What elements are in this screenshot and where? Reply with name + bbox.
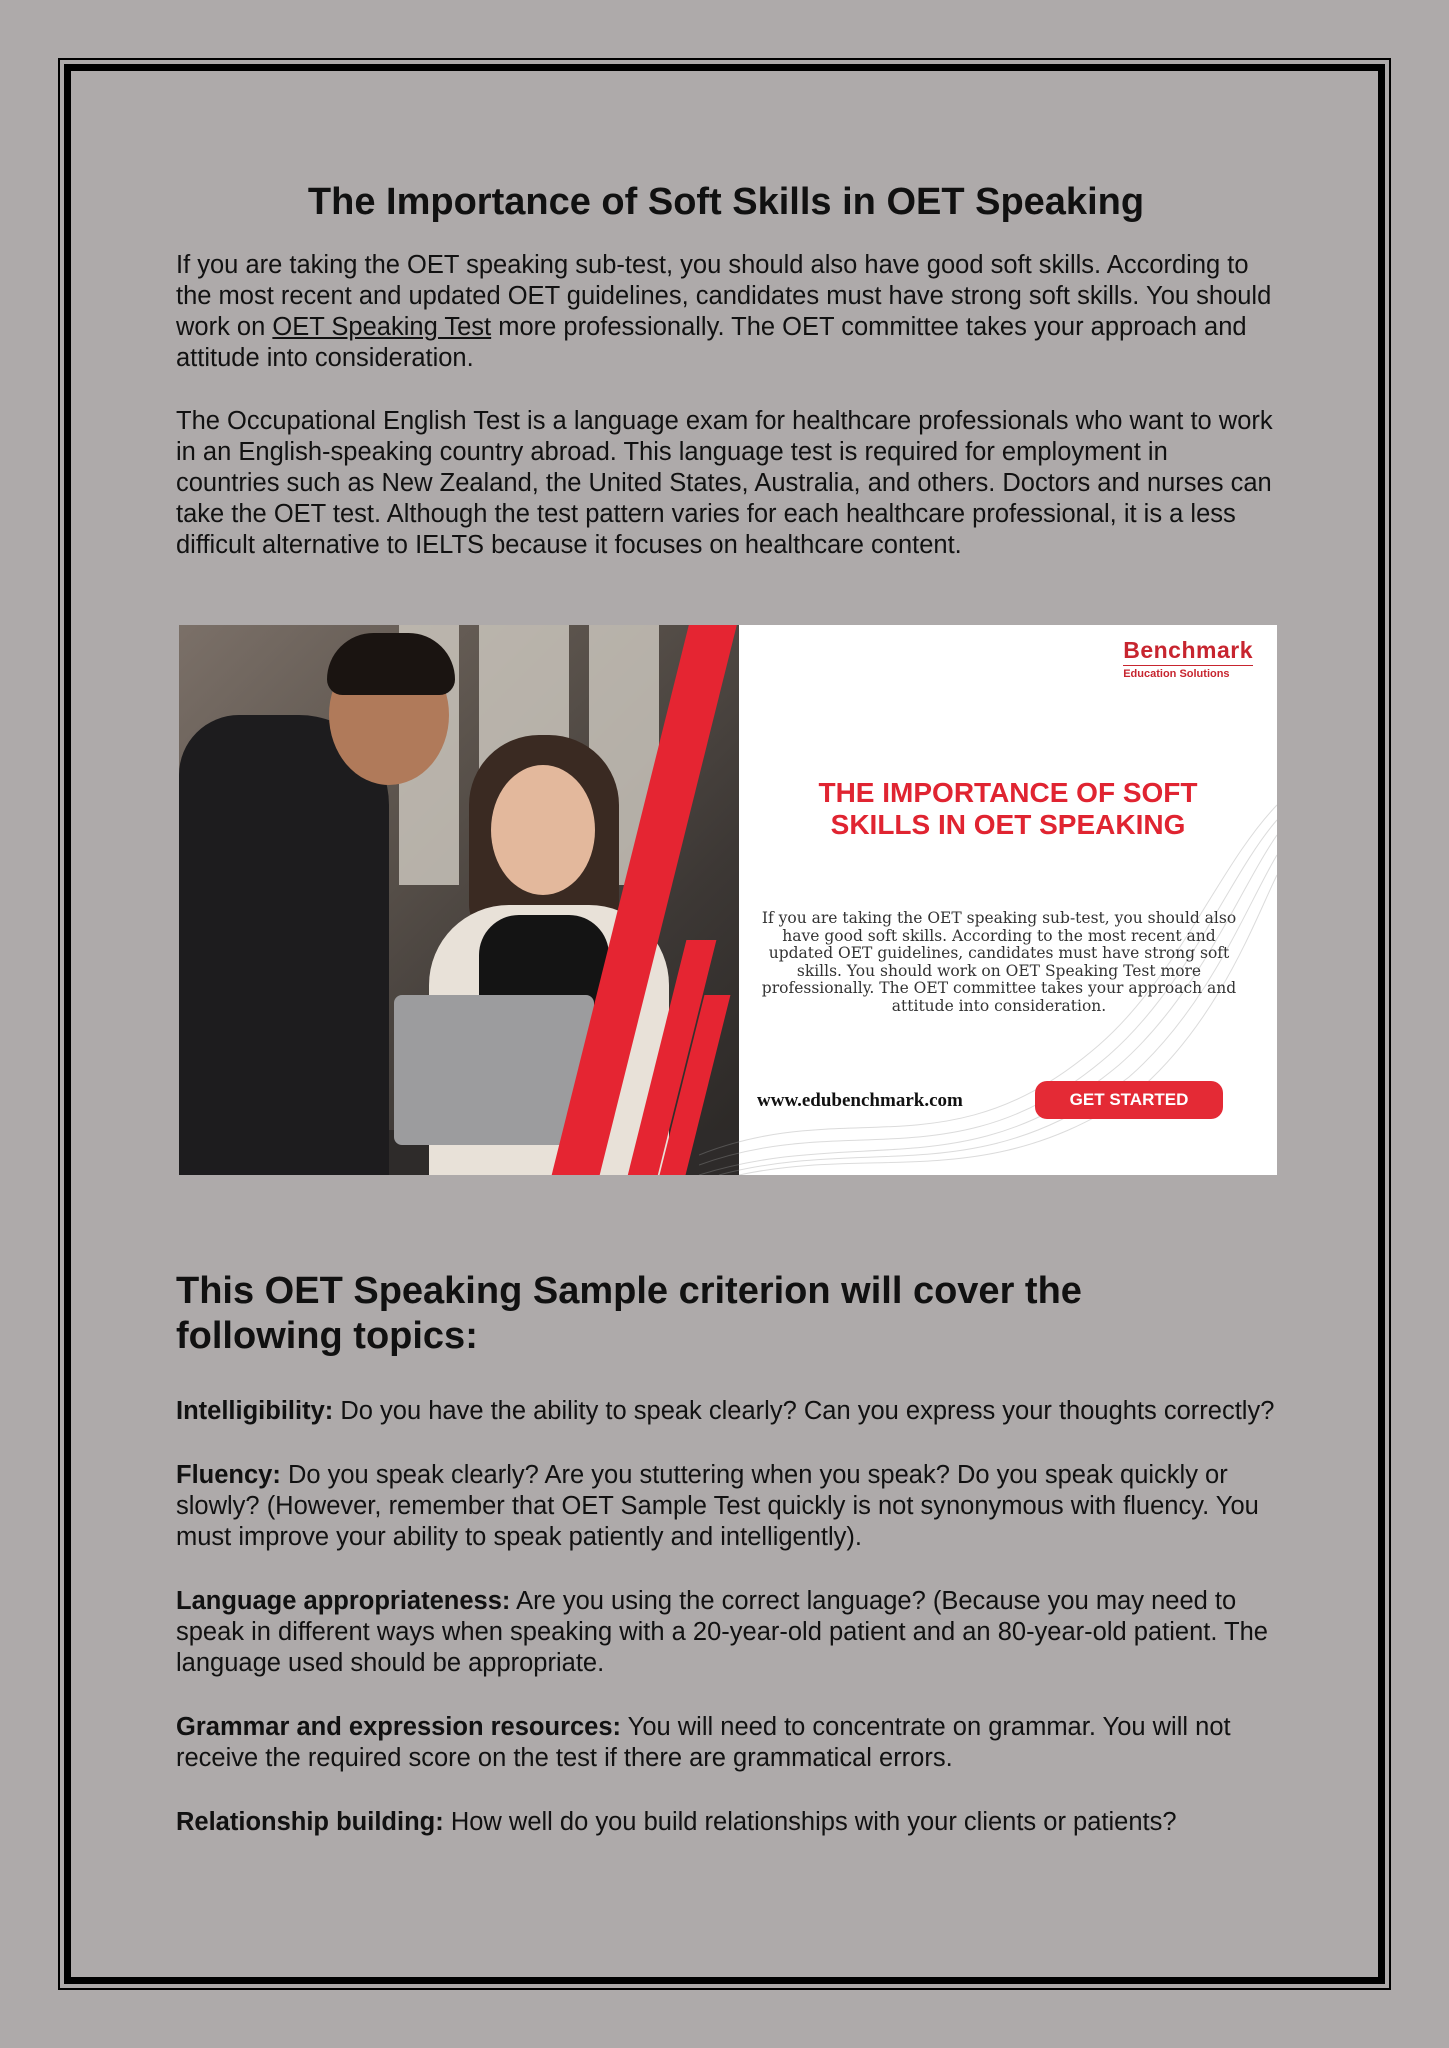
topic-language-appropriateness — [176, 1586, 1276, 1679]
photo-woman-face — [491, 765, 595, 895]
topic-label: Relationship building: — [176, 1808, 444, 1836]
topic-text: You will need to concentrate on grammar. You will not receive the required score on the test if there are grammatical errors. — [176, 1713, 1231, 1772]
photo-man-hair — [327, 633, 455, 695]
brand-subtitle: Education Solutions — [1123, 668, 1230, 680]
topic-label: Intelligibility: — [176, 1397, 334, 1425]
section-heading: This OET Speaking Sample criterion will cover the following topics: — [176, 1270, 1082, 1357]
criteria-section — [176, 1269, 1276, 1838]
topic-label: Fluency: — [176, 1461, 281, 1489]
photo-man-suit — [179, 715, 389, 1175]
topic-label: Language appropriateness: — [176, 1587, 511, 1615]
topic-grammar — [176, 1712, 1276, 1774]
banner-heading-line1: THE IMPORTANCE OF SOFT — [818, 777, 1198, 808]
oet-description-paragraph: The Occupational English Test is a language exam for healthcare professionals who want to work in an English-speaking country abroad. This language test is required for employment in countries such as New Zealand, the United States, Australia, and others. Doctors and nurses can take the OET test. Although the test pattern varies for each healthcare professional, it is a less difficult alternative to IELTS because it focuses on healthcare content. — [176, 407, 1273, 559]
topic-fluency — [176, 1460, 1276, 1553]
topic-relationship-building — [176, 1807, 1276, 1838]
topic-text: How well do you build relationships with your clients or patients? — [443, 1808, 1177, 1836]
topic-text: Do you speak clearly? Are you stuttering when you speak? Do you speak quickly or slowly? (However, remember that OET Sample Test quickly is not synonymous with fluency. You must improve your ability to speak patiently and intelligently). — [176, 1461, 1259, 1551]
intro-paragraph — [176, 250, 1276, 374]
topic-text: Are you using the correct language? (Because you may need to speak in different ways when speaking with a 20-year-old patient and an 80-year-old patient. The language used should be appropriate. — [176, 1587, 1268, 1677]
benchmark-logo — [1123, 637, 1253, 680]
banner-url: www.edubenchmark.com — [757, 1090, 963, 1111]
intro-text-start: If you are taking the OET speaking sub-test, you should also have good soft skills. According to the most recent and updated OET guidelines, candidates must have strong soft skills. You should work on — [176, 251, 1272, 341]
oet-speaking-test-link[interactable]: OET Speaking Test — [272, 313, 492, 341]
intro-text-end: more professionally. The OET committee takes your approach and attitude into consideration. — [176, 313, 1247, 372]
page-title: The Importance of Soft Skills in OET Speaking — [307, 181, 1145, 223]
topic-label: Grammar and expression resources: — [176, 1713, 622, 1741]
topic-text: Do you have the ability to speak clearly? Can you express your thoughts correctly? — [333, 1397, 1275, 1425]
banner-text: If you are taking the OET speaking sub-test, you should also have good soft skills. According to the most recent and updated OET guidelines, candidates must have strong soft skills. You should work on OET Speaking Test more professionally. The OET committee takes your approach and attitude into consideration. — [761, 909, 1237, 1015]
promo-banner-image — [179, 625, 1277, 1175]
get-started-button: GET STARTED — [1035, 1081, 1223, 1119]
banner-heading-line2: SKILLS IN OET SPEAKING — [830, 809, 1186, 840]
banner-heading — [739, 777, 1277, 841]
topic-intelligibility — [176, 1396, 1276, 1427]
article-header — [176, 170, 1276, 561]
brand-name: Benchmark — [1123, 637, 1253, 666]
